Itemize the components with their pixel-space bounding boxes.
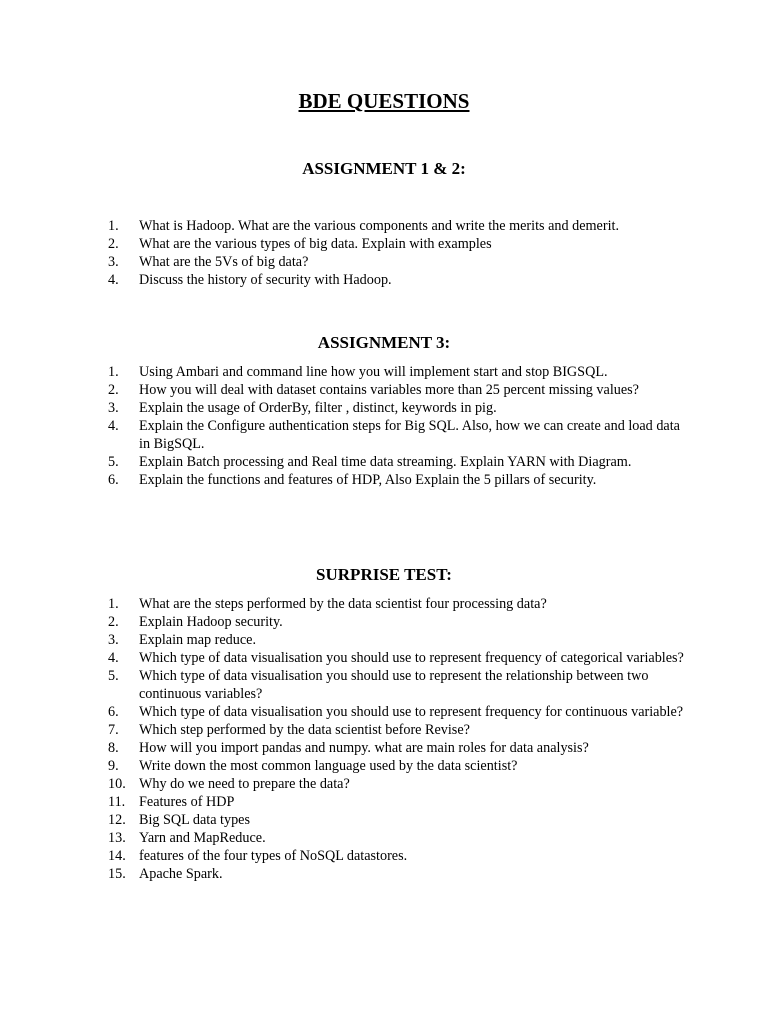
question-text: Explain Hadoop security. (139, 614, 283, 630)
list-item (108, 631, 688, 649)
question-number: 12. (108, 812, 126, 828)
question-number: 11. (108, 794, 126, 810)
list-item (108, 793, 688, 811)
question-number: 2. (108, 236, 119, 252)
question-number: 15. (108, 866, 126, 882)
question-text: How will you import pandas and numpy. what are main roles for data analysis? (139, 740, 589, 756)
list-item (108, 667, 688, 703)
list-item (108, 399, 688, 417)
list-item (108, 595, 688, 613)
list-item (108, 417, 688, 453)
section-title-assignment-1-2: ASSIGNMENT 1 & 2: (302, 159, 466, 178)
list-item (108, 217, 688, 235)
question-number: 5. (108, 454, 119, 470)
list-item (108, 613, 688, 631)
question-number: 8. (108, 740, 119, 756)
question-number: 6. (108, 704, 119, 720)
question-number: 4. (108, 650, 119, 666)
question-text: features of the four types of NoSQL datastores. (139, 848, 408, 864)
list-item (108, 811, 688, 829)
list-item (108, 235, 688, 253)
question-text: Discuss the history of security with Hadoop. (139, 272, 392, 288)
question-number: 6. (108, 472, 119, 488)
list-item (108, 703, 688, 721)
list-item (108, 721, 688, 739)
question-text: Big SQL data types (139, 812, 250, 828)
list-item (108, 829, 688, 847)
question-text: Which type of data visualisation you should use to represent frequency of categorical variables? (139, 650, 684, 666)
list-item (108, 381, 688, 399)
list-item (108, 865, 688, 883)
question-text: Write down the most common language used by the data scientist? (139, 758, 518, 774)
question-text: Which type of data visualisation you should use to represent the relationship between two continuous variables? (139, 668, 649, 702)
question-number: 2. (108, 382, 119, 398)
list-item (108, 453, 688, 471)
list-item (108, 363, 688, 381)
question-number: 3. (108, 254, 119, 270)
list-item (108, 649, 688, 667)
question-list-surprise-test (108, 595, 688, 883)
question-number: 1. (108, 218, 119, 234)
question-number: 3. (108, 632, 119, 648)
question-text: Apache Spark. (139, 866, 223, 882)
question-number: 1. (108, 596, 119, 612)
question-text: What is Hadoop. What are the various components and write the merits and demerit. (139, 218, 619, 234)
question-text: What are the steps performed by the data scientist four processing data? (139, 596, 547, 612)
list-item (108, 757, 688, 775)
question-number: 4. (108, 418, 119, 434)
question-list-assignment-3 (108, 363, 688, 489)
question-text: Explain the Configure authentication steps for Big SQL. Also, how we can create and load data in BigSQL. (139, 418, 680, 452)
document-title: BDE QUESTIONS (298, 89, 470, 113)
section-title-surprise-test: SURPRISE TEST: (316, 565, 452, 584)
question-number: 4. (108, 272, 119, 288)
list-item (108, 253, 688, 271)
list-item (108, 271, 688, 289)
question-text: Features of HDP (139, 794, 235, 810)
list-item (108, 775, 688, 793)
section-title-assignment-3: ASSIGNMENT 3: (317, 333, 451, 352)
question-number: 1. (108, 364, 119, 380)
question-text: How you will deal with dataset contains variables more than 25 percent missing values? (139, 382, 639, 398)
question-text: Explain map reduce. (139, 632, 256, 648)
question-text: Using Ambari and command line how you will implement start and stop BIGSQL. (139, 364, 608, 380)
question-number: 5. (108, 668, 119, 684)
question-list-assignment-1-2 (108, 217, 688, 289)
question-text: Which step performed by the data scientist before Revise? (139, 722, 470, 738)
question-number: 2. (108, 614, 119, 630)
list-item (108, 739, 688, 757)
question-number: 7. (108, 722, 119, 738)
question-text: Which type of data visualisation you should use to represent frequency for continuous variable? (139, 704, 684, 720)
question-text: Explain the usage of OrderBy, filter , distinct, keywords in pig. (139, 400, 497, 416)
question-text: What are the various types of big data. Explain with examples (139, 236, 492, 252)
list-item (108, 847, 688, 865)
question-number: 14. (108, 848, 126, 864)
question-number: 9. (108, 758, 119, 774)
question-number: 13. (108, 830, 126, 846)
question-text: Explain Batch processing and Real time data streaming. Explain YARN with Diagram. (139, 454, 632, 470)
question-text: Explain the functions and features of HDP, Also Explain the 5 pillars of security. (139, 472, 597, 488)
list-item (108, 471, 688, 489)
question-text: What are the 5Vs of big data? (139, 254, 309, 270)
question-number: 3. (108, 400, 119, 416)
question-number: 10. (108, 776, 126, 792)
question-text: Yarn and MapReduce. (139, 830, 266, 846)
question-text: Why do we need to prepare the data? (139, 776, 350, 792)
